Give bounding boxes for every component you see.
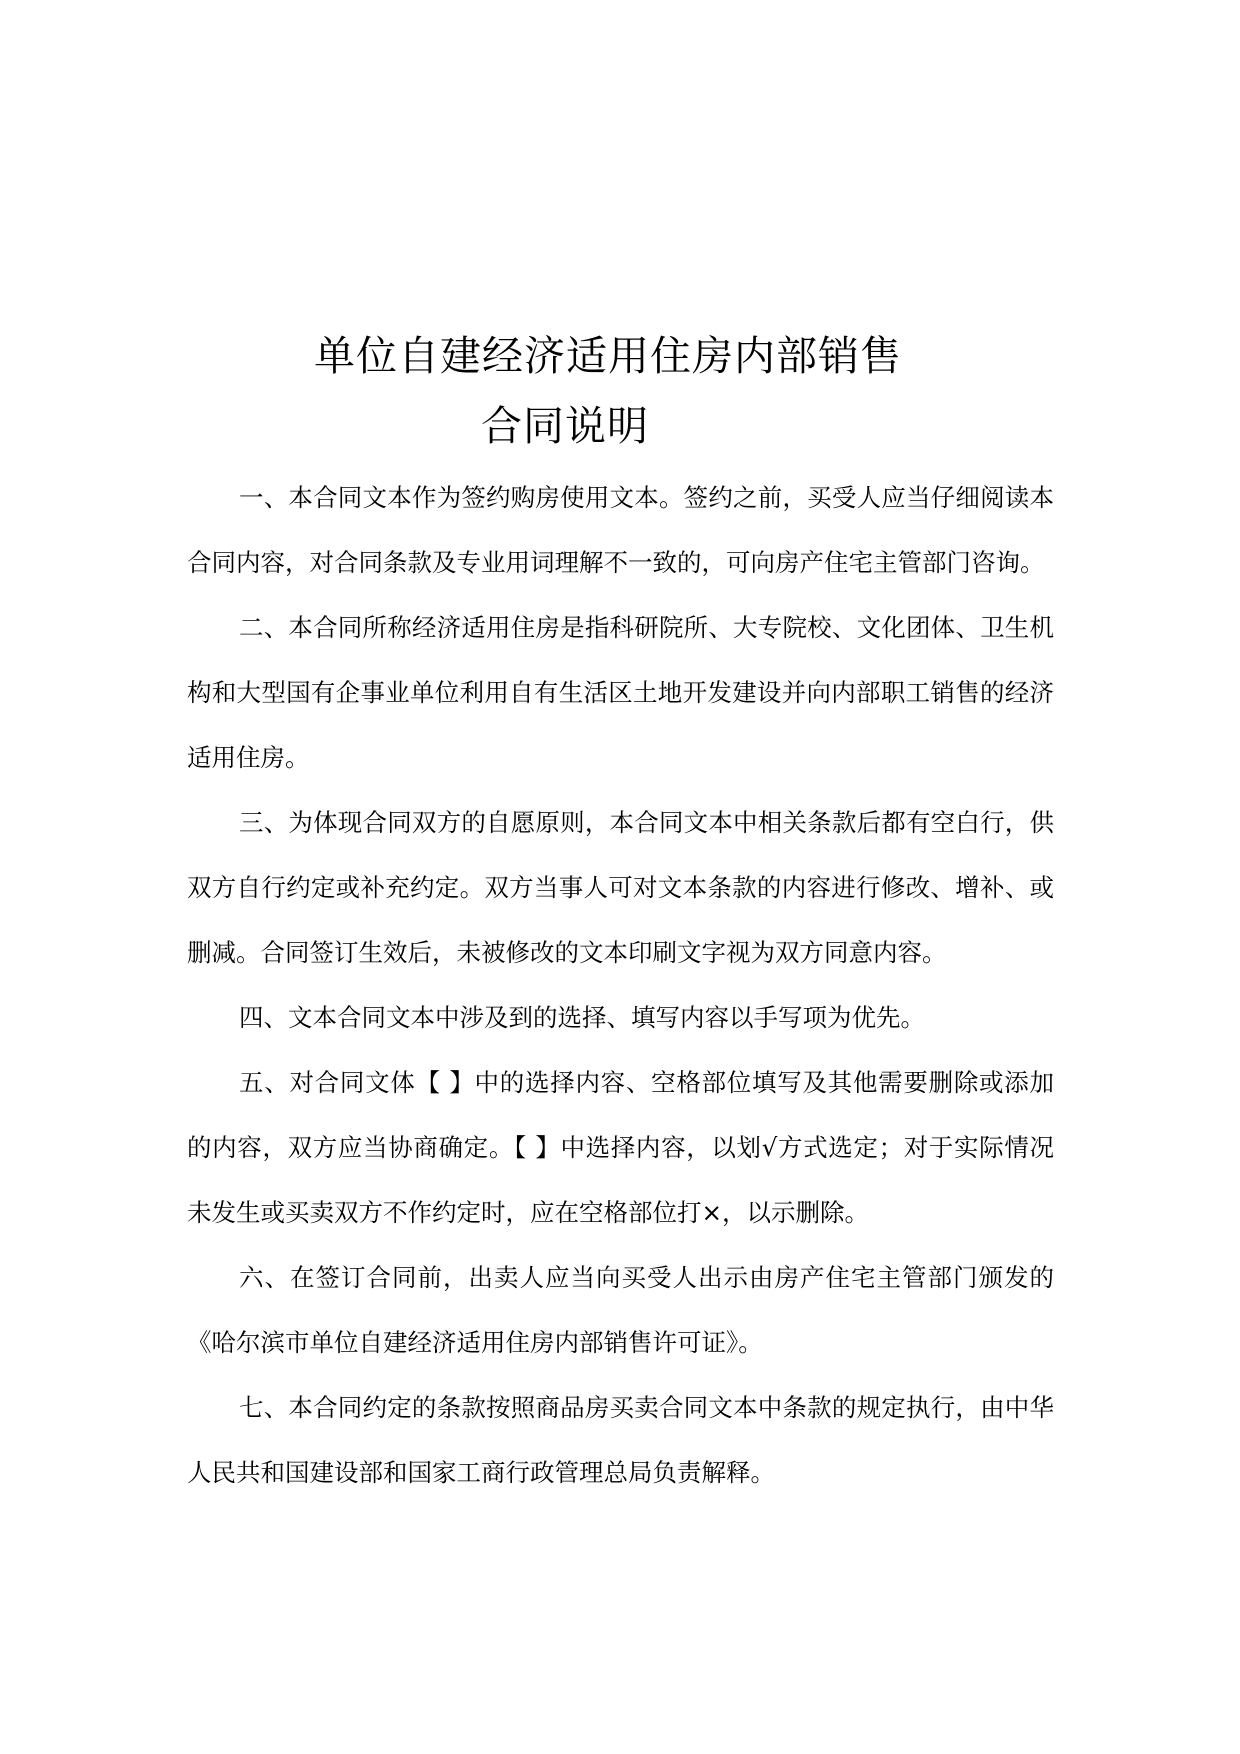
title-line-1: 单位自建经济适用住房内部销售: [314, 332, 902, 380]
paragraph-1: 一、本合同文本作为签约购房使用文本。签约之前，买受人应当仔细阅读本合同内容，对合同条款及专业用词理解不一致的，可向房产住宅主管部门咨询。: [187, 483, 1054, 577]
paragraph-5: 五、对合同文体【 】中的选择内容、空格部位填写及其他需要删除或添加的内容，双方应当协商确定。【 】中选择内容，以划√方式选定；对于实际情况未发生或买卖双方不作约定时，应在空格部位打×，以示删除。: [187, 1068, 1054, 1227]
paragraph-2: 二、本合同所称经济适用住房是指科研院所、大专院校、文化团体、卫生机构和大型国有企事业单位利用自有生活区土地开发建设并向内部职工销售的经济适用住房。: [187, 613, 1054, 772]
title-line-2: 合同说明: [481, 402, 649, 450]
paragraph-4: 四、文本合同文本中涉及到的选择、填写内容以手写项为优先。: [239, 1003, 925, 1032]
paragraph-7: 七、本合同约定的条款按照商品房买卖合同文本中条款的规定执行，由中华人民共和国建设部和国家工商行政管理总局负责解释。: [187, 1393, 1054, 1487]
paragraph-6: 六、在签订合同前，出卖人应当向买受人出示由房产住宅主管部门颁发的《哈尔滨市单位自建经济适用住房内部销售许可证》。: [187, 1263, 1054, 1357]
document-body: [187, 465, 1054, 1505]
paragraph-3: 三、为体现合同双方的自愿原则，本合同文本中相关条款后都有空白行，供双方自行约定或补充约定。双方当事人可对文本条款的内容进行修改、增补、或删减。合同签订生效后，未被修改的文本印刷文字视为双方同意内容。: [187, 808, 1054, 967]
